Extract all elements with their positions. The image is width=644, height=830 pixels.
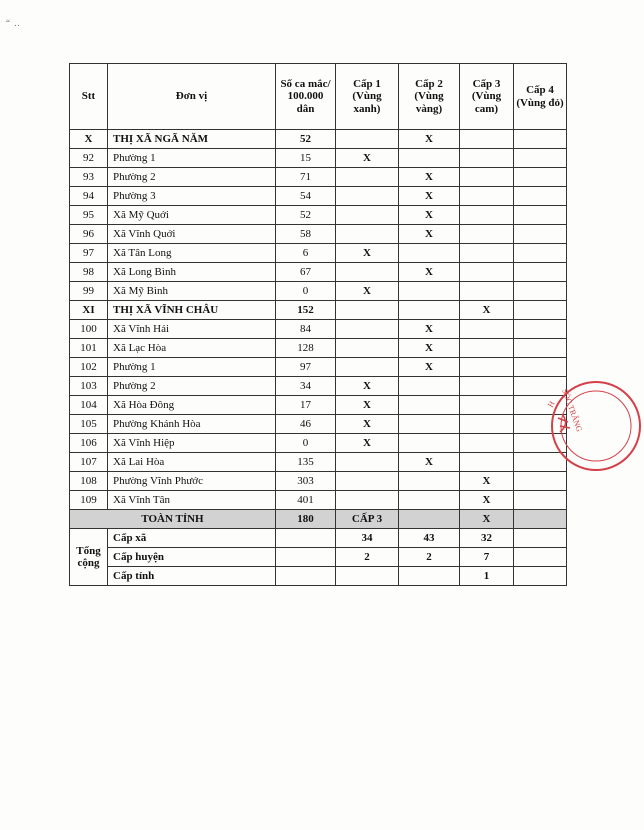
cell-c3 xyxy=(460,396,514,415)
cell-stt: 95 xyxy=(70,206,108,225)
cell-c1: X xyxy=(336,282,399,301)
cell-c2: X xyxy=(399,225,460,244)
header-cap1: Cấp 1 (Vùng xanh) xyxy=(336,64,399,130)
cell-stt: 107 xyxy=(70,453,108,472)
cell-rate: 52 xyxy=(276,130,336,149)
summary-c3: 7 xyxy=(460,548,514,567)
cell-c1 xyxy=(336,491,399,510)
cell-stt: 98 xyxy=(70,263,108,282)
cell-rate: 152 xyxy=(276,301,336,320)
cell-c2 xyxy=(399,396,460,415)
table-row xyxy=(70,263,567,282)
cell-stt: X xyxy=(70,130,108,149)
cell-rate: 128 xyxy=(276,339,336,358)
cell-rate: 15 xyxy=(276,149,336,168)
cell-c2: X xyxy=(399,263,460,282)
cell-rate: 84 xyxy=(276,320,336,339)
summary-row xyxy=(70,529,567,548)
cell-c4 xyxy=(514,491,567,510)
cell-c2: X xyxy=(399,453,460,472)
cell-rate: 6 xyxy=(276,244,336,263)
table-row xyxy=(70,396,567,415)
cell-rate: 52 xyxy=(276,206,336,225)
total-c2 xyxy=(399,510,460,529)
cell-c2: X xyxy=(399,339,460,358)
cell-name: Phường Vĩnh Phước xyxy=(108,472,276,491)
cell-c3 xyxy=(460,453,514,472)
cell-stt: 96 xyxy=(70,225,108,244)
cell-c2 xyxy=(399,415,460,434)
summary-rate xyxy=(276,548,336,567)
cell-stt: 92 xyxy=(70,149,108,168)
cell-c1 xyxy=(336,206,399,225)
total-c1: CẤP 3 xyxy=(336,510,399,529)
cell-c2 xyxy=(399,491,460,510)
summary-row xyxy=(70,567,567,586)
cell-rate: 46 xyxy=(276,415,336,434)
cell-name: Xã Lạc Hòa xyxy=(108,339,276,358)
cell-c1 xyxy=(336,168,399,187)
cell-rate: 0 xyxy=(276,434,336,453)
cell-rate: 135 xyxy=(276,453,336,472)
cell-stt: 105 xyxy=(70,415,108,434)
cell-c3 xyxy=(460,225,514,244)
cell-c1 xyxy=(336,339,399,358)
summary-c2: 2 xyxy=(399,548,460,567)
cell-stt: 97 xyxy=(70,244,108,263)
cell-c3: X xyxy=(460,472,514,491)
cell-c1 xyxy=(336,187,399,206)
summary-c3: 32 xyxy=(460,529,514,548)
cell-c4 xyxy=(514,187,567,206)
header-stt: Stt xyxy=(70,64,108,130)
cell-name: Xã Vĩnh Hiệp xyxy=(108,434,276,453)
cell-c3 xyxy=(460,358,514,377)
cell-c2: X xyxy=(399,358,460,377)
cell-name: Phường 2 xyxy=(108,168,276,187)
cell-c4 xyxy=(514,339,567,358)
cell-c4 xyxy=(514,149,567,168)
cell-c2 xyxy=(399,282,460,301)
header-don-vi: Đơn vị xyxy=(108,64,276,130)
cell-c3 xyxy=(460,206,514,225)
cell-c1: X xyxy=(336,244,399,263)
cell-stt: 104 xyxy=(70,396,108,415)
header-cap3: Cấp 3 (Vùng cam) xyxy=(460,64,514,130)
cell-c3 xyxy=(460,149,514,168)
cell-c2: X xyxy=(399,187,460,206)
cell-stt: 100 xyxy=(70,320,108,339)
cell-c3: X xyxy=(460,491,514,510)
summary-name: Cấp tỉnh xyxy=(108,567,276,586)
cell-rate: 0 xyxy=(276,282,336,301)
cell-c3 xyxy=(460,377,514,396)
cell-stt: 94 xyxy=(70,187,108,206)
summary-c4 xyxy=(514,529,567,548)
cell-rate: 303 xyxy=(276,472,336,491)
cell-rate: 34 xyxy=(276,377,336,396)
summary-c4 xyxy=(514,548,567,567)
cell-name: Phường 2 xyxy=(108,377,276,396)
cell-c4 xyxy=(514,472,567,491)
cell-stt: 109 xyxy=(70,491,108,510)
cell-c1 xyxy=(336,320,399,339)
cell-c2: X xyxy=(399,130,460,149)
header-cap4: Cấp 4 (Vùng đỏ) xyxy=(514,64,567,130)
cell-stt: 101 xyxy=(70,339,108,358)
summary-label: Tổng cộng xyxy=(70,529,108,586)
cell-c1 xyxy=(336,263,399,282)
header-row xyxy=(70,64,567,130)
cell-c3: X xyxy=(460,301,514,320)
table-row xyxy=(70,415,567,434)
cell-c1: X xyxy=(336,377,399,396)
cell-c2: X xyxy=(399,320,460,339)
cell-name: Xã Mỹ Bình xyxy=(108,282,276,301)
table-row xyxy=(70,225,567,244)
cell-c4 xyxy=(514,301,567,320)
total-label: TOÀN TỈNH xyxy=(70,510,276,529)
cell-c4 xyxy=(514,358,567,377)
cell-c3 xyxy=(460,434,514,453)
svg-text:SÓC TRĂNG: SÓC TRĂNG xyxy=(560,387,584,433)
table-row xyxy=(70,282,567,301)
cell-name: Xã Vĩnh Quới xyxy=(108,225,276,244)
summary-c1: 2 xyxy=(336,548,399,567)
table-row xyxy=(70,377,567,396)
cell-c2 xyxy=(399,434,460,453)
cell-rate: 67 xyxy=(276,263,336,282)
cell-c4 xyxy=(514,130,567,149)
covid-level-table xyxy=(69,63,567,586)
summary-c2 xyxy=(399,567,460,586)
cell-rate: 58 xyxy=(276,225,336,244)
header-cap2: Cấp 2 (Vùng vàng) xyxy=(399,64,460,130)
summary-name: Cấp xã xyxy=(108,529,276,548)
total-c4 xyxy=(514,510,567,529)
cell-c3 xyxy=(460,168,514,187)
cell-rate: 97 xyxy=(276,358,336,377)
summary-c1: 34 xyxy=(336,529,399,548)
cell-c1: X xyxy=(336,415,399,434)
table-row xyxy=(70,168,567,187)
cell-c4 xyxy=(514,282,567,301)
cell-name: THỊ XÃ VĨNH CHÂU xyxy=(108,301,276,320)
table-row xyxy=(70,149,567,168)
table-row xyxy=(70,472,567,491)
cell-c4 xyxy=(514,244,567,263)
table-row xyxy=(70,453,567,472)
cell-stt: 93 xyxy=(70,168,108,187)
cell-c2 xyxy=(399,472,460,491)
total-c3: X xyxy=(460,510,514,529)
cell-rate: 17 xyxy=(276,396,336,415)
cell-c1 xyxy=(336,225,399,244)
cell-c3 xyxy=(460,339,514,358)
summary-c3: 1 xyxy=(460,567,514,586)
cell-c3 xyxy=(460,130,514,149)
cell-c1: X xyxy=(336,434,399,453)
summary-c2: 43 xyxy=(399,529,460,548)
table-row xyxy=(70,206,567,225)
table-body xyxy=(70,130,567,586)
cell-c2 xyxy=(399,244,460,263)
cell-c2 xyxy=(399,301,460,320)
cell-c2 xyxy=(399,149,460,168)
cell-name: Xã Mỹ Quới xyxy=(108,206,276,225)
cell-name: Xã Long Bình xyxy=(108,263,276,282)
cell-c3 xyxy=(460,263,514,282)
table-row xyxy=(70,434,567,453)
cell-name: THỊ XÃ NGÃ NĂM xyxy=(108,130,276,149)
cell-stt: 106 xyxy=(70,434,108,453)
cell-c4 xyxy=(514,263,567,282)
cell-name: Xã Tân Long xyxy=(108,244,276,263)
corner-mark: “ .. xyxy=(6,18,21,28)
cell-name: Phường Khánh Hòa xyxy=(108,415,276,434)
cell-c3 xyxy=(460,282,514,301)
cell-stt: 102 xyxy=(70,358,108,377)
cell-stt: 108 xyxy=(70,472,108,491)
cell-c2: X xyxy=(399,206,460,225)
cell-c2 xyxy=(399,377,460,396)
cell-rate: 401 xyxy=(276,491,336,510)
cell-c3 xyxy=(460,244,514,263)
table-row xyxy=(70,320,567,339)
table-row xyxy=(70,339,567,358)
table-row xyxy=(70,358,567,377)
svg-text:H: H xyxy=(545,399,557,409)
cell-c2: X xyxy=(399,168,460,187)
summary-name: Cấp huyện xyxy=(108,548,276,567)
cell-c1 xyxy=(336,472,399,491)
cell-c1 xyxy=(336,358,399,377)
cell-c1 xyxy=(336,453,399,472)
total-row xyxy=(70,510,567,529)
cell-name: Phường 1 xyxy=(108,358,276,377)
cell-stt: 99 xyxy=(70,282,108,301)
summary-rate xyxy=(276,529,336,548)
official-seal-stamp xyxy=(545,378,644,474)
header-so-ca: Số ca mắc/ 100.000 dân xyxy=(276,64,336,130)
cell-name: Xã Lai Hòa xyxy=(108,453,276,472)
total-rate: 180 xyxy=(276,510,336,529)
table-row xyxy=(70,491,567,510)
cell-name: Phường 3 xyxy=(108,187,276,206)
cell-c4 xyxy=(514,225,567,244)
cell-c1: X xyxy=(336,149,399,168)
cell-c4 xyxy=(514,320,567,339)
cell-name: Xã Vĩnh Tân xyxy=(108,491,276,510)
district-row xyxy=(70,130,567,149)
cell-c3 xyxy=(460,187,514,206)
summary-rate xyxy=(276,567,336,586)
cell-name: Xã Hòa Đông xyxy=(108,396,276,415)
table-row xyxy=(70,187,567,206)
cell-stt: 103 xyxy=(70,377,108,396)
cell-name: Xã Vĩnh Hải xyxy=(108,320,276,339)
cell-c3 xyxy=(460,320,514,339)
cell-c1 xyxy=(336,301,399,320)
cell-c3 xyxy=(460,415,514,434)
cell-c1: X xyxy=(336,396,399,415)
cell-c4 xyxy=(514,206,567,225)
cell-rate: 54 xyxy=(276,187,336,206)
cell-stt: XI xyxy=(70,301,108,320)
cell-rate: 71 xyxy=(276,168,336,187)
summary-c1 xyxy=(336,567,399,586)
cell-c1 xyxy=(336,130,399,149)
summary-c4 xyxy=(514,567,567,586)
table-row xyxy=(70,244,567,263)
summary-row xyxy=(70,548,567,567)
cell-name: Phường 1 xyxy=(108,149,276,168)
district-row xyxy=(70,301,567,320)
cell-c4 xyxy=(514,168,567,187)
